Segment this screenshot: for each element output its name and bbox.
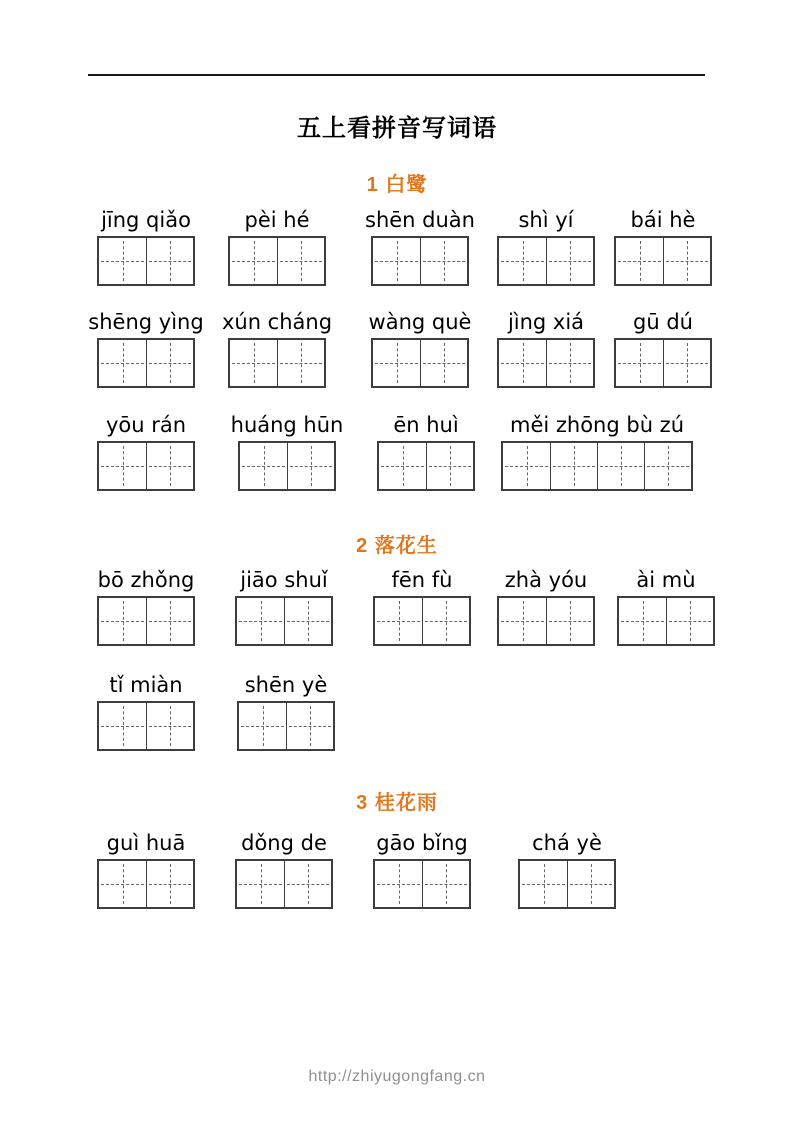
writing-cell — [375, 598, 422, 644]
pinyin-label: shēn yè — [244, 673, 328, 697]
writing-box — [617, 596, 715, 646]
section-heading: 2 落花生 — [356, 535, 438, 557]
writing-cell — [373, 340, 420, 386]
writing-cell — [146, 861, 193, 907]
writing-cell — [546, 598, 593, 644]
pinyin-label: gū dú — [633, 310, 693, 334]
writing-box — [97, 596, 195, 646]
section-heading: 3 桂花雨 — [356, 792, 438, 814]
writing-box — [497, 596, 595, 646]
writing-box — [371, 236, 469, 286]
writing-cell — [284, 861, 331, 907]
pinyin-label: jiāo shuǐ — [240, 568, 328, 592]
writing-box — [97, 701, 195, 751]
writing-cell — [616, 340, 663, 386]
writing-box — [614, 236, 712, 286]
writing-box — [237, 701, 335, 751]
writing-cell — [499, 340, 546, 386]
pinyin-label: ài mù — [636, 568, 696, 592]
writing-box — [97, 338, 195, 388]
writing-cell — [146, 443, 193, 489]
writing-box — [377, 441, 475, 491]
writing-box — [235, 596, 333, 646]
pinyin-label: dǒng de — [241, 831, 327, 855]
writing-cell — [666, 598, 713, 644]
writing-cell — [146, 340, 193, 386]
pinyin-label: shēng yìng — [88, 310, 204, 334]
writing-box — [97, 441, 195, 491]
writing-cell — [99, 598, 146, 644]
writing-box — [373, 596, 471, 646]
writing-cell — [286, 703, 333, 749]
writing-cell — [520, 861, 567, 907]
pinyin-label: bō zhǒng — [97, 568, 195, 592]
writing-cell — [663, 340, 710, 386]
pinyin-label: bái hè — [630, 208, 696, 232]
writing-cell — [663, 238, 710, 284]
writing-box — [518, 859, 616, 909]
writing-box — [97, 236, 195, 286]
pinyin-label: shì yí — [518, 208, 574, 232]
writing-box — [228, 338, 326, 388]
writing-cell — [426, 443, 473, 489]
writing-cell — [146, 238, 193, 284]
pinyin-label: yōu rán — [105, 413, 187, 437]
writing-cell — [99, 238, 146, 284]
pinyin-label: ēn huì — [393, 413, 459, 437]
writing-cell — [546, 340, 593, 386]
section-heading: 1 白鹭 — [366, 174, 428, 196]
writing-cell — [379, 443, 426, 489]
writing-cell — [277, 238, 324, 284]
writing-cell — [99, 703, 146, 749]
writing-box — [614, 338, 712, 388]
writing-cell — [644, 443, 691, 489]
pinyin-label: jìng xiá — [507, 310, 585, 334]
writing-cell — [422, 861, 469, 907]
pinyin-label: guì huā — [106, 831, 186, 855]
writing-box — [371, 338, 469, 388]
writing-cell — [287, 443, 334, 489]
page-title: 五上看拼音写词语 — [297, 115, 497, 142]
pinyin-label: zhà yóu — [504, 568, 588, 592]
writing-cell — [597, 443, 644, 489]
writing-cell — [550, 443, 597, 489]
pinyin-label: pèi hé — [244, 208, 310, 232]
writing-cell — [420, 238, 467, 284]
writing-cell — [277, 340, 324, 386]
writing-box — [238, 441, 336, 491]
pinyin-label: shēn duàn — [365, 208, 475, 232]
writing-cell — [499, 238, 546, 284]
writing-cell — [230, 238, 277, 284]
pinyin-label: měi zhōng bù zú — [509, 413, 685, 437]
writing-box — [497, 236, 595, 286]
writing-cell — [375, 861, 422, 907]
writing-cell — [99, 861, 146, 907]
writing-cell — [499, 598, 546, 644]
writing-cell — [99, 340, 146, 386]
writing-cell — [373, 238, 420, 284]
writing-box — [97, 859, 195, 909]
writing-box — [228, 236, 326, 286]
writing-box — [501, 441, 693, 491]
pinyin-label: wàng què — [368, 310, 472, 334]
writing-box — [373, 859, 471, 909]
writing-box — [497, 338, 595, 388]
writing-cell — [546, 238, 593, 284]
writing-cell — [239, 703, 286, 749]
footer-url[interactable]: http://zhiyugongfang.cn — [308, 1068, 486, 1085]
pinyin-label: fēn fù — [391, 568, 453, 592]
writing-cell — [284, 598, 331, 644]
pinyin-label: chá yè — [532, 831, 602, 855]
writing-cell — [503, 443, 550, 489]
pinyin-label: gāo bǐng — [376, 831, 468, 855]
writing-cell — [146, 598, 193, 644]
writing-cell — [422, 598, 469, 644]
writing-cell — [99, 443, 146, 489]
writing-box — [235, 859, 333, 909]
pinyin-label: huáng hūn — [230, 413, 344, 437]
writing-cell — [237, 861, 284, 907]
pinyin-label: tǐ miàn — [109, 673, 183, 697]
writing-cell — [619, 598, 666, 644]
writing-cell — [616, 238, 663, 284]
writing-cell — [237, 598, 284, 644]
writing-cell — [230, 340, 277, 386]
writing-cell — [420, 340, 467, 386]
writing-cell — [240, 443, 287, 489]
pinyin-label: jīng qiǎo — [101, 208, 191, 232]
writing-cell — [146, 703, 193, 749]
top-rule — [88, 74, 705, 76]
pinyin-label: xún cháng — [221, 310, 333, 334]
writing-cell — [567, 861, 614, 907]
